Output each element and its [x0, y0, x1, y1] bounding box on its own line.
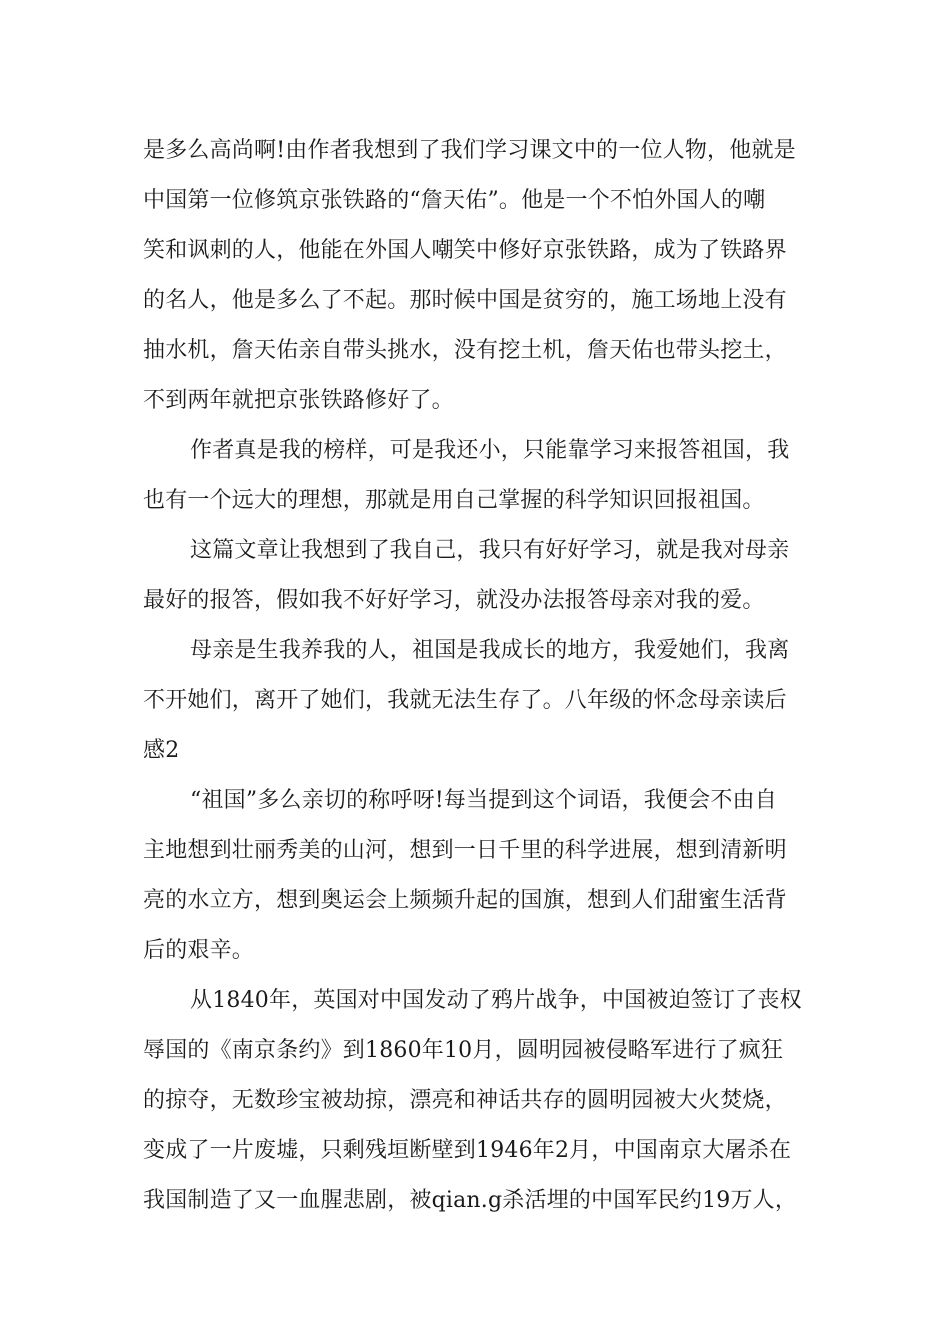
text-line: 作者真是我的榜样，可是我还小，只能靠学习来报答祖国，我	[190, 438, 790, 463]
text-line: 抽水机，詹天佑亲自带头挑水，没有挖土机，詹天佑也带头挖土，	[143, 338, 787, 363]
text-line: 我国制造了又一血腥悲剧，被qian.g杀活埋的中国军民约19万人，	[143, 1188, 798, 1213]
text-line: 主地想到壮丽秀美的山河，想到一日千里的科学进展，想到清新明	[143, 838, 787, 863]
text-line: 感2	[143, 738, 180, 763]
text-line: 不开她们，离开了她们，我就无法生存了。八年级的怀念母亲读后	[143, 688, 787, 713]
text-line: 的名人，他是多么了不起。那时候中国是贫穷的，施工场地上没有	[143, 288, 787, 313]
text-line: 是多么高尚啊!由作者我想到了我们学习课文中的一位人物，他就是	[143, 138, 796, 163]
text-line: 从1840年，英国对中国发动了鸦片战争，中国被迫签订了丧权	[190, 988, 802, 1013]
text-line: 最好的报答，假如我不好好学习，就没办法报答母亲对我的爱。	[143, 588, 765, 613]
text-line: 变成了一片废墟，只剩残垣断壁到1946年2月，中国南京大屠杀在	[143, 1138, 792, 1163]
text-line: 中国第一位修筑京张铁路的“詹天佑”。他是一个不怕外国人的嘲	[143, 188, 766, 213]
text-line: 这篇文章让我想到了我自己，我只有好好学习，就是我对母亲	[190, 538, 790, 563]
text-line: 笑和讽刺的人，他能在外国人嘲笑中修好京张铁路，成为了铁路界	[143, 238, 787, 263]
text-line: 亮的水立方，想到奥运会上频频升起的国旗，想到人们甜蜜生活背	[143, 888, 787, 913]
text-line: 的掠夺，无数珍宝被劫掠，漂亮和神话共存的圆明园被大火焚烧，	[143, 1088, 787, 1113]
text-line: 母亲是生我养我的人，祖国是我成长的地方，我爱她们，我离	[190, 638, 790, 663]
text-line: 不到两年就把京张铁路修好了。	[143, 388, 454, 413]
text-line: 也有一个远大的理想，那就是用自己掌握的科学知识回报祖国。	[143, 488, 765, 513]
text-line: 辱国的《南京条约》到1860年10月，圆明园被侵略军进行了疯狂	[143, 1038, 784, 1063]
text-line: “祖国”多么亲切的称呼呀!每当提到这个词语，我便会不由自	[190, 788, 777, 813]
text-line: 后的艰辛。	[143, 938, 255, 963]
